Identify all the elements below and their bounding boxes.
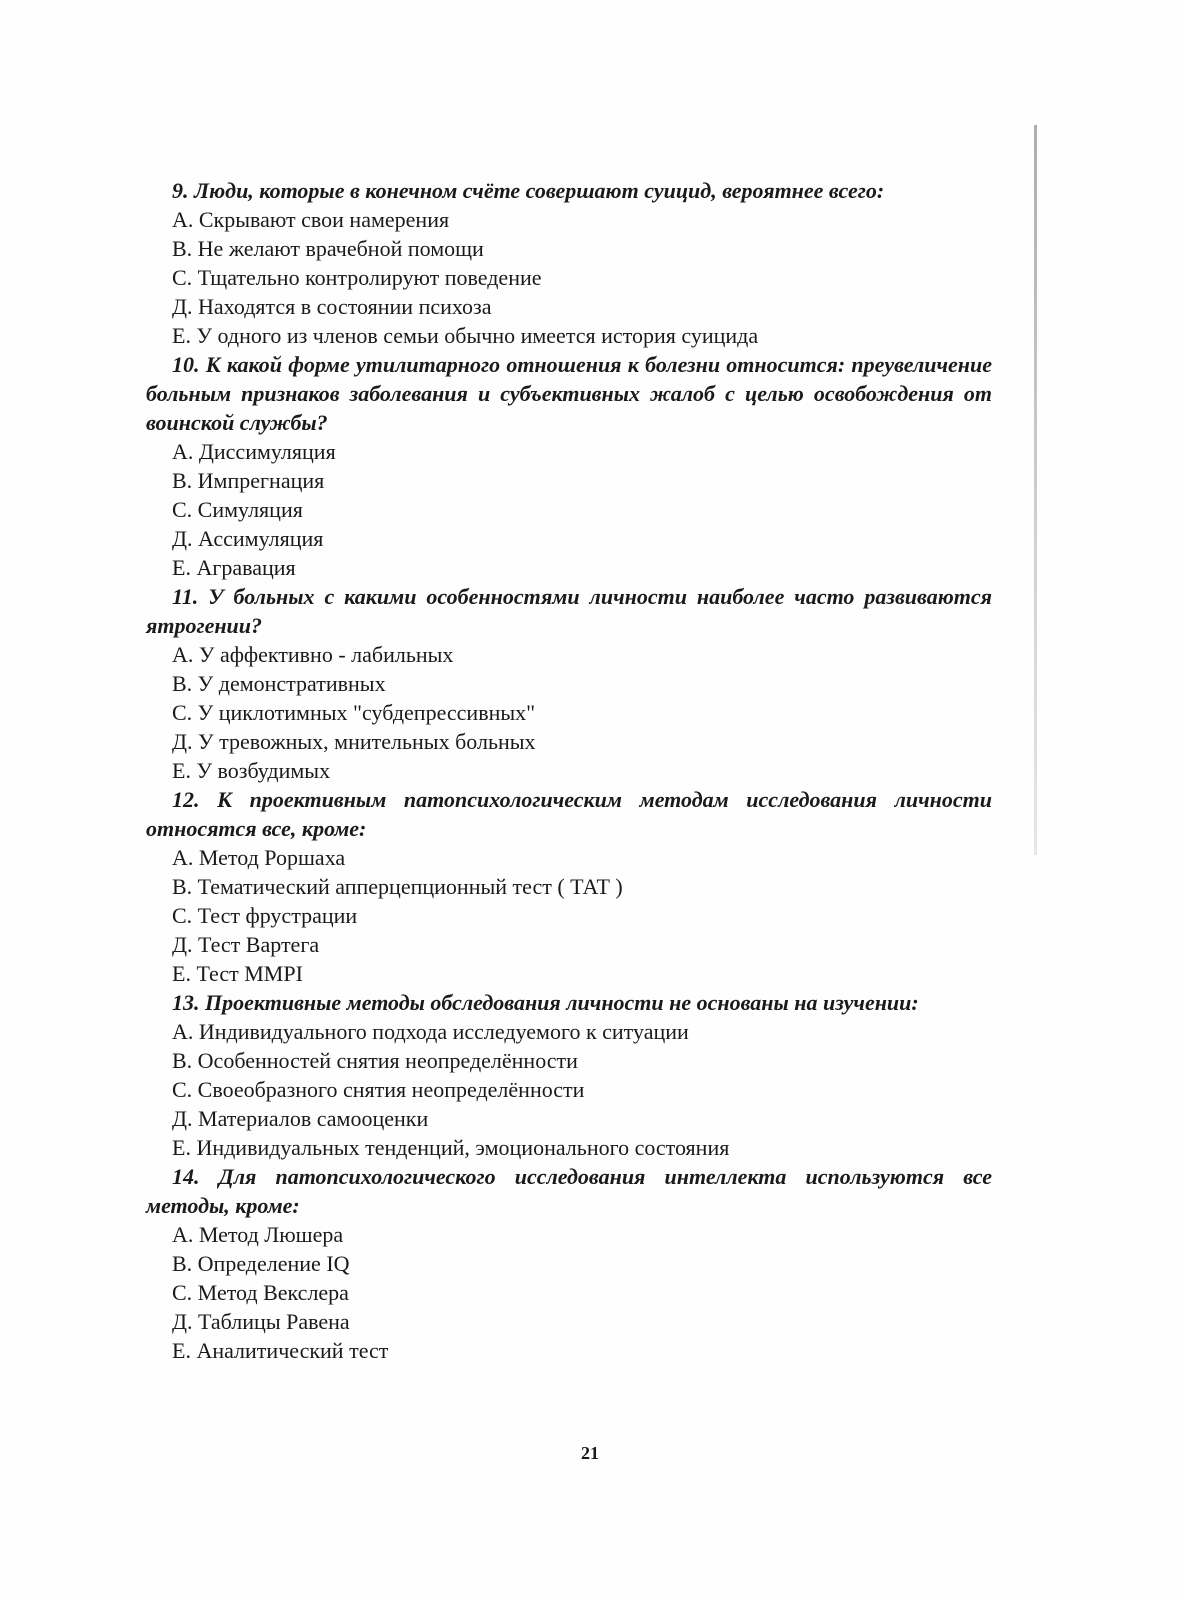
question-block [146,988,992,1162]
question-text: 12. К проективным патопсихологическим методам исследования личности относятся все, кроме: [146,787,992,841]
answer-option: Е. У одного из членов семьи обычно имеется история суицида [172,323,759,348]
answer-option: А. Скрывают свои намерения [172,207,450,232]
answer-option: Д. Ассимуляция [172,526,324,551]
answer-option: С. Тест фрустрации [172,903,358,928]
answer-option: В. Определение IQ [172,1251,350,1276]
answer-option: Д. Находятся в состоянии психоза [172,294,492,319]
question-text: 11. У больных с какими особенностями личности наиболее часто развиваются ятрогении? [146,584,992,638]
answer-option: В. У демонстративных [172,671,386,696]
answer-option: Е. Индивидуальных тенденций, эмоционального состояния [172,1135,730,1160]
question-block [146,785,992,988]
question-text: 10. К какой форме утилитарного отношения к болезни относится: преувеличение больным признаков заболевания и субъективных жалоб с целью освобождения от воинской службы? [146,352,992,435]
answer-option: А. Метод Люшера [172,1222,344,1247]
answer-option: Е. Тест ММРI [172,961,303,986]
answer-option: С. Своеобразного снятия неопределённости [172,1077,585,1102]
answer-option: Е. Агравация [172,555,296,580]
question-block [146,350,992,582]
answer-option: Д. Материалов самооценки [172,1106,429,1131]
answer-option: А. Индивидуального подхода исследуемого к ситуации [172,1019,689,1044]
answer-option: С. Тщательно контролируют поведение [172,265,542,290]
answer-option: Д. Таблицы Равена [172,1309,350,1334]
answer-option: Д. Тест Вартега [172,932,320,957]
question-block [146,582,992,785]
answer-option: А. Диссимуляция [172,439,336,464]
answer-option: А. У аффективно - лабильных [172,642,454,667]
question-text: 13. Проективные методы обследования личности не основаны на изучении: [172,990,919,1015]
answer-option: В. Особенностей снятия неопределённости [172,1048,578,1073]
question-block [146,176,992,350]
question-list [146,176,992,1365]
answer-option: Д. У тревожных, мнительных больных [172,729,536,754]
answer-option: Е. У возбудимых [172,758,331,783]
answer-option: А. Метод Роршаха [172,845,346,870]
answer-option: С. У циклотимных "субдепрессивных" [172,700,536,725]
answer-option: С. Метод Векслера [172,1280,349,1305]
answer-option: Е. Аналитический тест [172,1338,389,1363]
scan-edge-shadow [1034,125,1037,855]
answer-option: С. Симуляция [172,497,303,522]
answer-option: В. Тематический апперцепционный тест ( ТАТ ) [172,874,623,899]
answer-option: В. Не желают врачебной помощи [172,236,484,261]
page-number: 21 [581,1443,599,1463]
answer-option: В. Импрегнация [172,468,325,493]
question-text: 14. Для патопсихологического исследования интеллекта используются все методы, кроме: [146,1164,992,1218]
question-text: 9. Люди, которые в конечном счёте совершают суицид, вероятнее всего: [172,178,885,203]
question-block [146,1162,992,1365]
